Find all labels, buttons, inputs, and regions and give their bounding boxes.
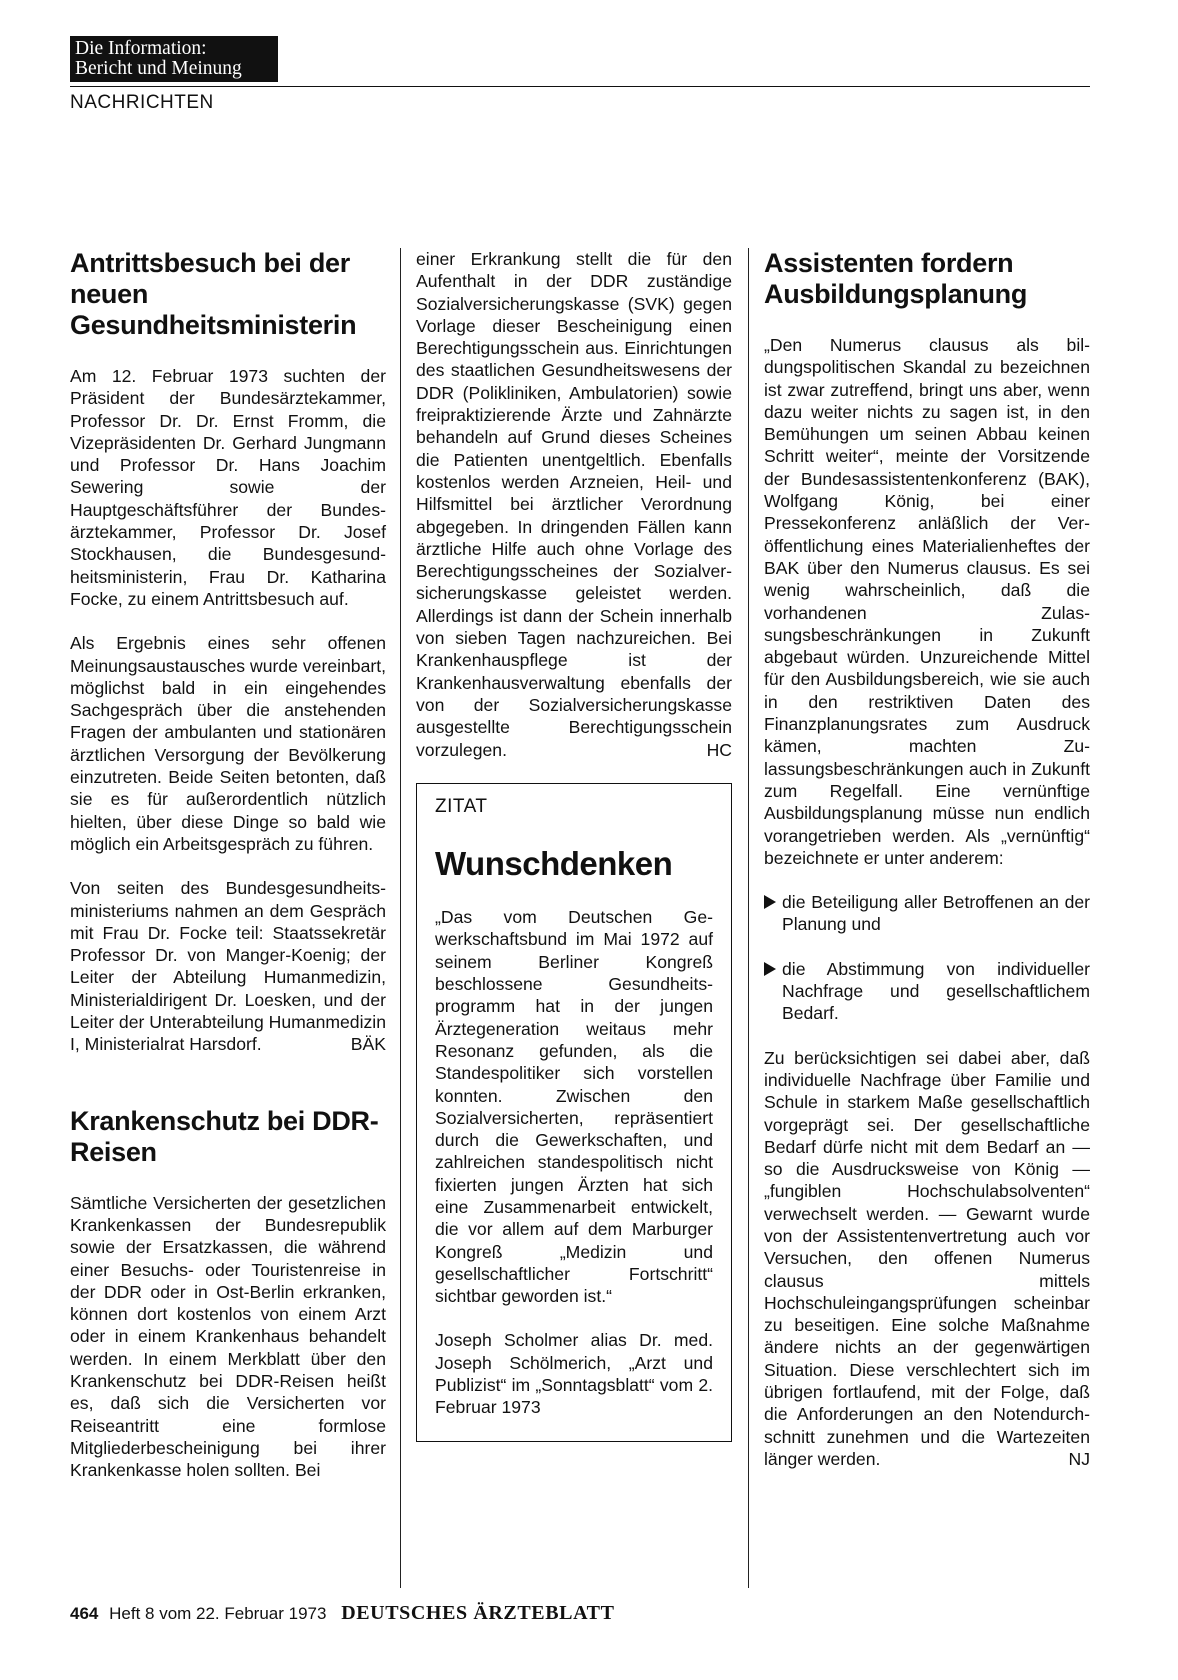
page-number: 464 xyxy=(70,1604,99,1623)
column-divider xyxy=(748,248,749,1588)
article-title-krankenschutz: Krankenschutz bei DDR-Reisen xyxy=(70,1105,379,1167)
article-paragraph: Zu berücksichtigen sei dabei aber, daß individuelle Nachfrage über Familie und Schule in starkem Maße gesellschaftlich vorgeprägt sei. Der gesellschaftliche Bedarf dürfe nicht mit dem Bedarf an — so die Ausdrucksweise von König — „fungiblen Hochschulabsolventen“ verwechselt werden. — Gewarnt wurde von der Assistentenvertretung auch vor Versuchen, den offenen Numerus clausus mittels Hochschuleingangsprüfungen scheinbar zu beseitigen. Eine solche Maßnahme ändere nichts an der gegenwärtigen Situation. Diese verschlechtert sich im übrigen fortlaufend, mit der Folge, daß die Anforderungen an den Notendurchschnitt zunehmen und die Wartezeiten länger werden. NJ xyxy=(764,1047,1090,1469)
article-paragraph: Als Ergebnis eines sehr offenen Meinungsaustausches wurde vereinbart, möglichst bald in ein eingehendes Sachgespräch über die anstehenden Fragen der ambulanten und stationären ärztlichen Versorgung der Bevölkerung einzutreten. Beide Seiten betonten, daß sie es für außerordentlich nützlich hielten, über diese Dinge so bald wie möglich ein Arbeitsgespräch zu führen. xyxy=(70,633,386,854)
quote-text: „Das vom Deutschen Gewerkschaftsbund im Mai 1972 auf seinem Berliner Kongreß beschlossene Gesundheitsprogramm hat in der jungen Ärztegeneration weitaus mehr Resonanz gefunden, als die Standespolitiker sich vorstellen konnten. Zwischen den Sozialversicherten, repräsentiert durch die Gewerkschaften, und zahlreichen standespolitisch nicht fixierten jungen Ärzten hat sich eine Zusammenarbeit entwickelt, die vor allem auf dem Marburger Kongreß „Medizin und gesellschaftlicher Fortschritt“ sichtbar geworden ist.“ xyxy=(435,907,713,1307)
masthead-line-1: Die Information: xyxy=(75,38,207,59)
article-paragraph: „Den Numerus clausus als bildungspolitischen Skandal zu bezeichnen ist zwar zutreffend, bringt uns aber, wenn dazu weiter nichts zu sagen ist, in den Bemühungen um seinen Abbau keinen Schritt weiter“, meinte der Vorsitzende der Bundesassistentenkonferenz (BAK), Wolfgang König, bei einer Pressekonferenz anläßlich der Veröffentlichung eines Materialienheftes der BAK über den Numerus clausus. Es sei wenig wahrscheinlich, daß die vorhandenen Zulassungsbeschränkungen in Zukunft abgebaut würden. Unzureichende Mittel für den Ausbildungsbereich, wie sie auch in den restriktiven Daten des Finanzplanungsrates zum Ausdruck kämen, machten Zulassungsbeschränkungen auch in Zukunft zum Regelfall. Eine vernünftige Ausbildungsplanung müsse nun endlich vorangetrieben werden. Als „vernünftig“ bezeichnete er unter anderem: xyxy=(764,335,1090,868)
article-title-antrittsbesuch: Antrittsbesuch bei der neuen Gesundheitsministerin xyxy=(70,248,357,340)
triangle-bullet-icon xyxy=(764,962,776,976)
article-paragraph: Von seiten des Bundesgesundheitsministeriums nahmen an dem Gespräch mit Frau Dr. Focke teil: Staatssekretär Professor Dr. von Manger-Koenig; der Leiter der Abteilung Humanmedizin, Ministerialdirigent Dr. Loesken, und der Leiter der Unterabteilung Humanmedizin I, Ministerialrat Harsdorf. BÄK xyxy=(70,878,386,1055)
column-1 xyxy=(70,248,386,1481)
masthead xyxy=(70,36,278,82)
column-3 xyxy=(764,248,1090,1470)
article-paragraph: Am 12. Februar 1973 suchten der Präsident der Bundesärztekammer, Professor Dr. Dr. Ernst Fromm, die Vizepräsidenten Dr. Gerhard Jungmann und Professor Dr. Hans Joachim Sewering sowie der Hauptgeschäftsführer der Bundesärztekammer, Professor Dr. Josef Stockhausen, die Bundesgesundheitsministerin, Frau Dr. Katharina Focke, zu einem Antrittsbesuch auf. xyxy=(70,366,386,609)
masthead-line-2: Bericht und Meinung xyxy=(75,58,242,79)
magazine-name: DEUTSCHES ÄRZTEBLATT xyxy=(341,1602,615,1624)
bullet-item: die Beteiligung aller Betroffenen an der Planung und xyxy=(764,891,1090,936)
triangle-bullet-icon xyxy=(764,895,776,909)
header-rule xyxy=(70,86,1090,87)
quote-box xyxy=(416,783,732,1442)
author-signature: HC xyxy=(706,739,732,760)
author-signature: NJ xyxy=(1068,1448,1090,1469)
quote-title: Wunschdenken xyxy=(435,845,673,883)
page-footer xyxy=(70,1602,615,1625)
column-divider xyxy=(400,248,401,1588)
issue-info: Heft 8 vom 22. Februar 1973 xyxy=(109,1604,327,1623)
quote-source: Joseph Scholmer alias Dr. med. Joseph Schölmerich, „Arzt und Publizist“ im „Sonntagsblatt“ vom 2. Februar 1973 xyxy=(435,1330,713,1418)
article-paragraph: Sämtliche Versicherten der gesetzlichen Krankenkassen der Bundesrepublik sowie der Ersatzkassen, die während einer Besuchs- oder Touristenreise in der DDR oder in Ost-Berlin erkranken, können dort kostenlos von einem Arzt oder in einem Krankenhaus behandelt werden. In einem Merkblatt über den Krankenschutz bei DDR-Reisen heißt es, daß sich die Versicherten vor Reiseantritt eine formlose Mitgliederbescheinigung bei ihrer Krankenkasse holen sollten. Bei xyxy=(70,1192,386,1481)
column-2 xyxy=(416,248,732,1442)
section-label: NACHRICHTEN xyxy=(70,92,214,113)
bullet-item: die Abstimmung von individueller Nachfrage und gesellschaftlichem Bedarf. xyxy=(764,958,1090,1025)
quote-label: ZITAT xyxy=(435,795,488,817)
author-signature: BÄK xyxy=(350,1034,386,1055)
article-title-assistenten: Assistenten fordern Ausbildungsplanung xyxy=(764,248,1028,309)
article-paragraph: einer Erkrankung stellt die für den Aufenthalt in der DDR zuständige Sozialversicherungskasse (SVK) gegen Vorlage dieser Bescheinigung einen Berechtigungsschein aus. Einrichtungen des staatlichen Gesundheitswesens der DDR (Polikliniken, Ambulatorien) sowie freipraktizierende Ärzte und Zahnärzte behandeln auf Grund dieses Scheines die Patienten unentgeltlich. Ebenfalls kostenlos werden Arzneien, Heil- und Hilfsmittel bei ärztlicher Verordnung abgegeben. In dringenden Fällen kann ärztliche Hilfe auch ohne Vorlage des Berechtigungsscheines der Sozialversicherungskasse geleistet werden. Allerdings ist dann der Schein innerhalb von sieben Tagen nachzureichen. Bei Krankenhauspflege ist der Krankenhausverwaltung ebenfalls der von der Sozialversicherungskasse ausgestellte Berechtigungsschein vorzulegen. HC xyxy=(416,249,732,760)
